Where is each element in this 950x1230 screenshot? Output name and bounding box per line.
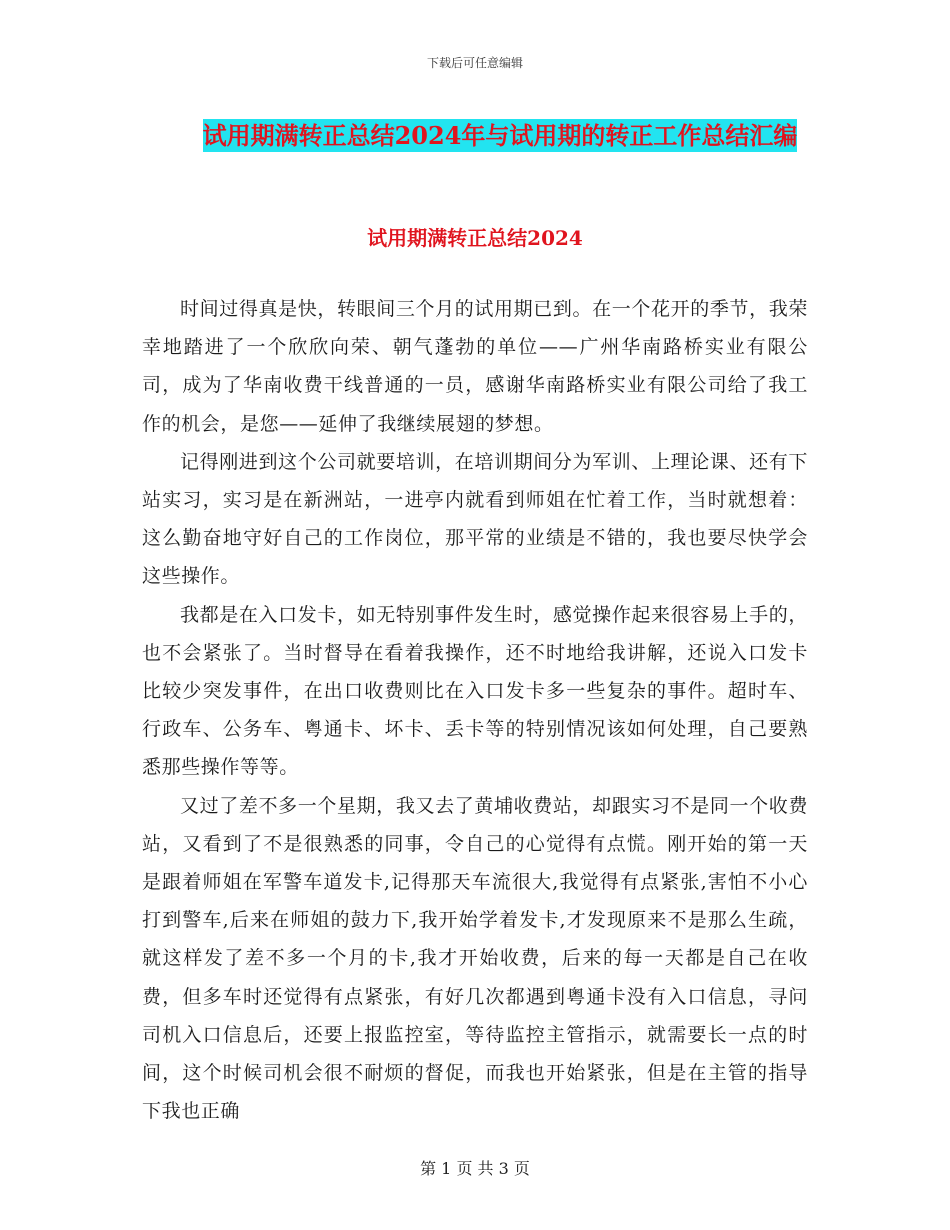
current-page-number: 1 <box>441 1159 452 1178</box>
total-pages-number: 3 <box>498 1159 509 1178</box>
document-title <box>150 112 850 160</box>
page-label-mid: 页 共 <box>456 1159 494 1178</box>
paragraph: 又过了差不多一个星期，我又去了黄埔收费站，却跟实习不是同一个收费站，又看到了不是很熟悉的同事，令自己的心觉得有点慌。刚开始的第一天是跟着师姐在军警车道发卡,记得那天车流很大,我觉得有点紧张,害怕不小心打到警车,后来在师姐的鼓力下,我开始学着发卡,才发现原来不是那么生疏，就这样发了差不多一个月的卡,我才开始收费，后来的每一天都是自己在收费，但多车时还觉得有点紧张，有好几次都遇到粤通卡没有入口信息，寻问司机入口信息后，还要上报监控室，等待监控主管指示，就需要长一点的时间，这个时候司机会很不耐烦的督促，而我也开始紧张，但是在主管的指导下我也正确 <box>142 794 808 1123</box>
paragraph: 时间过得真是快，转眼间三个月的试用期已到。在一个花开的季节，我荣幸地踏进了一个欣欣向荣、朝气蓬勃的单位——广州华南路桥实业有限公司，成为了华南收费干线普通的一员，感谢华南路桥实业有限公司给了我工作的机会，是您——延伸了我继续展翅的梦想。 <box>142 298 808 435</box>
paragraph: 我都是在入口发卡，如无特别事件发生时，感觉操作起来很容易上手的，也不会紧张了。当时督导在看着我操作，还不时地给我讲解，还说入口发卡比较少突发事件，在出口收费则比在入口发卡多一些复杂的事件。超时车、行政车、公务车、粤通卡、坏卡、丢卡等的特别情况该如何处理，自己要熟悉那些操作等等。 <box>142 603 808 779</box>
header-note: 下载后可任意编辑 <box>426 56 523 70</box>
document-body <box>142 290 808 1130</box>
page-footer <box>0 1156 950 1179</box>
page-label-suffix: 页 <box>513 1159 530 1178</box>
section-title: 试用期满转正总结2024 <box>367 226 583 250</box>
document-title-text: 试用期满转正总结2024年与试用期的转正工作总结汇编 <box>202 121 798 150</box>
paragraph: 记得刚进到这个公司就要培训，在培训期间分为军训、上理论课、还有下站实习，实习是在新洲站，一进亭内就看到师姐在忙着工作，当时就想着：这么勤奋地守好自己的工作岗位，那平常的业绩是不错的，我也要尽快学会这些操作。 <box>142 450 808 588</box>
page-label-prefix: 第 <box>420 1159 437 1178</box>
